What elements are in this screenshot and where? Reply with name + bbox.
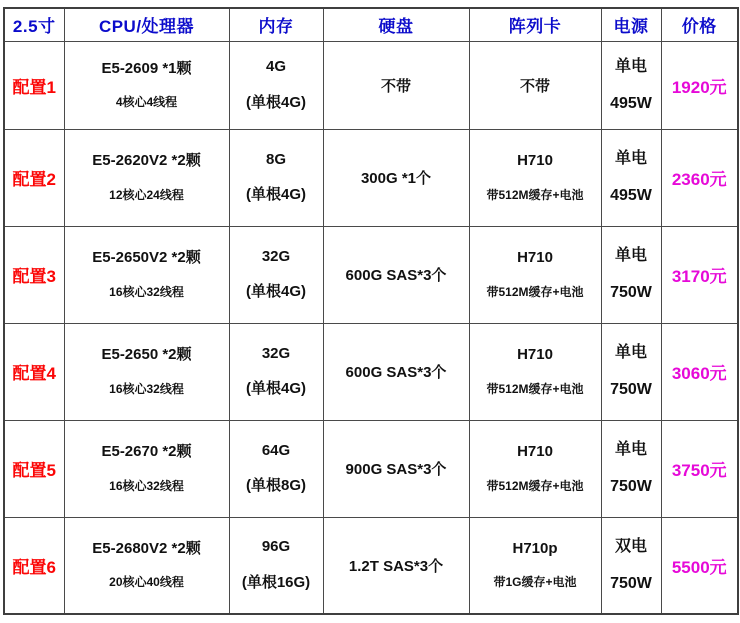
ram-cell — [229, 323, 323, 420]
server-config-price-table — [3, 7, 739, 615]
psu-watt: 495W — [610, 187, 652, 204]
raid-cache: 带512M缓存+电池 — [486, 478, 584, 493]
table-row-config4 — [4, 323, 738, 420]
config-label: 配置5 — [4, 420, 64, 517]
psu-cell — [601, 41, 661, 129]
cpu-cell — [64, 517, 229, 614]
ram-size: 4G — [265, 58, 286, 75]
psu-cell — [601, 323, 661, 420]
disk-cell: 900G SAS*3个 — [323, 420, 469, 517]
ram-cell — [229, 517, 323, 614]
raid-cell: 不带 — [469, 41, 601, 129]
cpu-cell — [64, 323, 229, 420]
config-label: 配置1 — [4, 41, 64, 129]
col-header-raid: 阵列卡 — [469, 8, 601, 41]
table-row-config5 — [4, 420, 738, 517]
price-cell: 1920元 — [661, 41, 738, 129]
psu-watt: 750W — [610, 478, 652, 495]
psu-cell — [601, 517, 661, 614]
raid-cell — [469, 129, 601, 226]
ram-stick: (单根4G) — [245, 186, 306, 203]
raid-model: H710 — [517, 249, 553, 267]
col-header-disk: 硬盘 — [323, 8, 469, 41]
ram-cell — [229, 226, 323, 323]
col-header-size: 2.5寸 — [4, 8, 64, 41]
psu-watt: 750W — [610, 574, 652, 592]
col-header-price: 价格 — [661, 8, 738, 41]
config-label: 配置6 — [4, 517, 64, 614]
raid-model: H710 — [517, 443, 553, 461]
cpu-model: E5-2609 *1颗 — [101, 59, 192, 77]
cpu-model: E5-2620V2 *2颗 — [92, 152, 201, 170]
raid-cache: 带1G缓存+电池 — [493, 575, 577, 590]
ram-stick: (单根4G) — [245, 93, 306, 111]
ram-stick: (单根4G) — [245, 380, 306, 397]
price-cell: 3750元 — [661, 420, 738, 517]
ram-size: 96G — [261, 538, 291, 556]
table-row-config1 — [4, 41, 738, 129]
col-header-ram: 内存 — [229, 8, 323, 41]
cpu-cores: 16核心32线程 — [109, 478, 184, 493]
ram-stick: (单根4G) — [245, 283, 306, 300]
cpu-model: E5-2650V2 *2颗 — [92, 249, 201, 267]
ram-cell — [229, 129, 323, 226]
config-label: 配置3 — [4, 226, 64, 323]
cpu-model: E5-2670 *2颗 — [101, 443, 192, 461]
psu-cell — [601, 420, 661, 517]
ram-cell — [229, 420, 323, 517]
col-header-cpu: CPU/处理器 — [64, 8, 229, 41]
raid-cache: 带512M缓存+电池 — [486, 284, 584, 299]
raid-model: H710 — [517, 152, 553, 170]
raid-model: H710 — [517, 346, 553, 364]
psu-type: 双电 — [614, 538, 647, 556]
cpu-cores: 20核心40线程 — [109, 575, 184, 590]
disk-cell: 600G SAS*3个 — [323, 226, 469, 323]
cpu-cell — [64, 41, 229, 129]
psu-watt: 495W — [610, 94, 652, 112]
cpu-cores: 16核心32线程 — [109, 381, 184, 396]
ram-cell — [229, 41, 323, 129]
ram-size: 8G — [265, 150, 286, 168]
psu-type: 单电 — [614, 441, 647, 459]
cpu-cores: 4核心4线程 — [115, 95, 178, 110]
raid-cache: 带512M缓存+电池 — [486, 381, 584, 396]
table-row-config2 — [4, 129, 738, 226]
psu-watt: 750W — [610, 381, 652, 398]
psu-type: 单电 — [614, 247, 647, 265]
raid-cell — [469, 420, 601, 517]
ram-stick: (单根16G) — [241, 573, 311, 591]
ram-size: 64G — [261, 441, 291, 459]
psu-type: 单电 — [614, 57, 647, 75]
psu-type: 单电 — [614, 344, 647, 362]
col-header-psu: 电源 — [601, 8, 661, 41]
raid-cell — [469, 517, 601, 614]
ram-size: 32G — [261, 247, 291, 265]
raid-model: H710p — [512, 539, 558, 557]
table-row-config3 — [4, 226, 738, 323]
cpu-model: E5-2650 *2颗 — [101, 346, 192, 364]
ram-stick: (单根8G) — [245, 477, 306, 494]
header-row — [4, 8, 738, 41]
raid-cell — [469, 226, 601, 323]
price-cell: 3170元 — [661, 226, 738, 323]
psu-type: 单电 — [614, 150, 647, 168]
cpu-cell — [64, 226, 229, 323]
raid-cell — [469, 323, 601, 420]
cpu-cores: 16核心32线程 — [109, 284, 184, 299]
config-label: 配置2 — [4, 129, 64, 226]
cpu-cores: 12核心24线程 — [109, 187, 184, 202]
config-label: 配置4 — [4, 323, 64, 420]
psu-cell — [601, 129, 661, 226]
cpu-cell — [64, 420, 229, 517]
psu-cell — [601, 226, 661, 323]
table-row-config6 — [4, 517, 738, 614]
cpu-cell — [64, 129, 229, 226]
cpu-model: E5-2680V2 *2颗 — [92, 539, 201, 557]
ram-size: 32G — [261, 344, 291, 362]
psu-watt: 750W — [610, 284, 652, 301]
price-cell: 5500元 — [661, 517, 738, 614]
raid-cache: 带512M缓存+电池 — [486, 187, 584, 202]
disk-cell: 300G *1个 — [323, 129, 469, 226]
price-cell: 3060元 — [661, 323, 738, 420]
disk-cell: 600G SAS*3个 — [323, 323, 469, 420]
disk-cell: 不带 — [323, 41, 469, 129]
price-cell: 2360元 — [661, 129, 738, 226]
disk-cell: 1.2T SAS*3个 — [323, 517, 469, 614]
